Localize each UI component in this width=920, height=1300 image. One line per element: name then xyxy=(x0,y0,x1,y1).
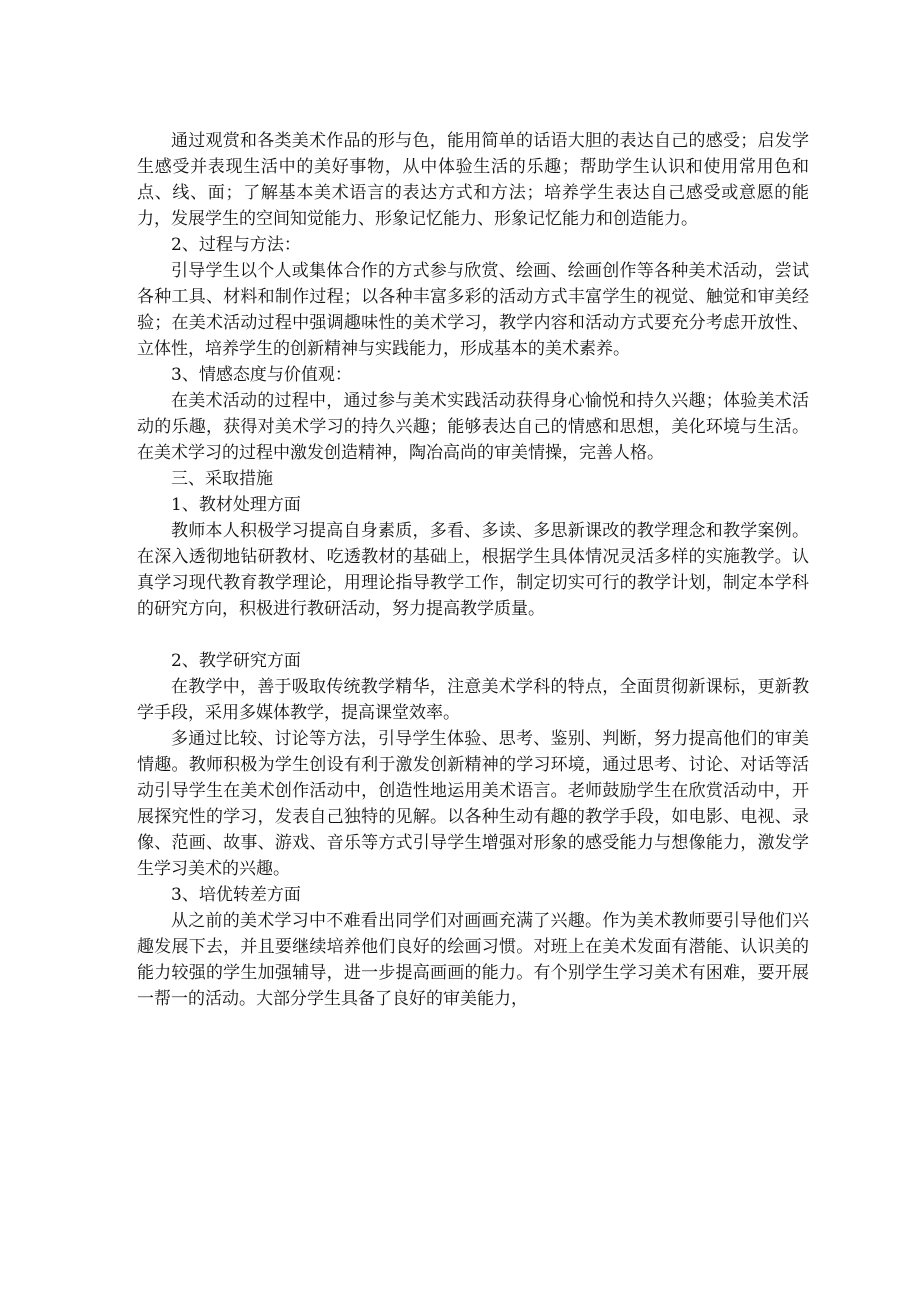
para-emotion-values: 在美术活动的过程中，通过参与美术实践活动获得身心愉悦和持久兴趣；体验美术活动的乐趣，获得对美术学习的持久兴趣；能够表达自己的情感和思想，美化环境与生活。在美术学习的过程中激发创造精神，陶冶高尚的审美情操，完善人格。 xyxy=(137,391,809,463)
para-research: 在教学中，善于吸取传统教学精华，注意美术学科的特点，全面贯彻新课标，更新教学手段，采用多媒体教学，提高课堂效率。 xyxy=(137,677,809,723)
para-methods: 多通过比较、讨论等方法，引导学生体验、思考、鉴别、判断，努力提高他们的审美情趣。教师积极为学生创设有利于激发创新精神的学习环境，通过思考、讨论、对话等活动引导学生在美术创作活动中，创造性地运用美术语言。老师鼓励学生在欣赏活动中，开展探究性的学习，发表自己独特的见解。以各种生动有趣的教学手段，如电影、电视、录像、范画、故事、游戏、音乐等方式引导学生增强对形象的感受能力与想像能力，激发学生学习美术的兴趣。 xyxy=(137,729,809,879)
heading-textbook: 1、教材处理方面 xyxy=(171,495,301,515)
document-body xyxy=(137,128,809,1012)
heading-emotion-values: 3、情感态度与价值观： xyxy=(171,365,352,385)
para-textbook: 教师本人积极学习提高自身素质，多看、多读、多思新课改的教学理念和教学案例。在深入透彻地钻研教材、吃透教材的基础上，根据学生具体情况灵活多样的实施教学。认真学习现代教育教学理论，用理论指导教学工作，制定切实可行的教学计划，制定本学科的研究方向，积极进行教研活动，努力提高教学质量。 xyxy=(137,521,809,619)
blank-line xyxy=(137,622,809,648)
heading-measures: 三、采取措施 xyxy=(171,469,273,489)
para-cultivate: 从之前的美术学习中不难看出同学们对画画充满了兴趣。作为美术教师要引导他们兴趣发展下去，并且要继续培养他们良好的绘画习惯。对班上在美术发面有潜能、认识美的能力较强的学生加强辅导，进一步提高画画的能力。有个别学生学习美术有困难，要开展一帮一的活动。大部分学生具备了良好的审美能力， xyxy=(137,911,809,1009)
heading-cultivate: 3、培优转差方面 xyxy=(171,885,301,905)
heading-research: 2、教学研究方面 xyxy=(171,651,301,671)
para-process-method: 引导学生以个人或集体合作的方式参与欣赏、绘画、绘画创作等各种美术活动，尝试各种工具、材料和制作过程；以各种丰富多彩的活动方式丰富学生的视觉、触觉和审美经验；在美术活动过程中强调趣味性的美术学习，教学内容和活动方式要充分考虑开放性、立体性，培养学生的创新精神与实践能力，形成基本的美术素养。 xyxy=(137,261,809,359)
para-observe-art: 通过观赏和各类美术作品的形与色，能用简单的话语大胆的表达自己的感受；启发学生感受并表现生活中的美好事物，从中体验生活的乐趣；帮助学生认识和使用常用色和点、线、面；了解基本美术语言的表达方式和方法；培养学生表达自己感受或意愿的能力，发展学生的空间知觉能力、形象记忆能力、形象记忆能力和创造能力。 xyxy=(137,131,809,229)
heading-process-method: 2、过程与方法： xyxy=(171,235,301,255)
